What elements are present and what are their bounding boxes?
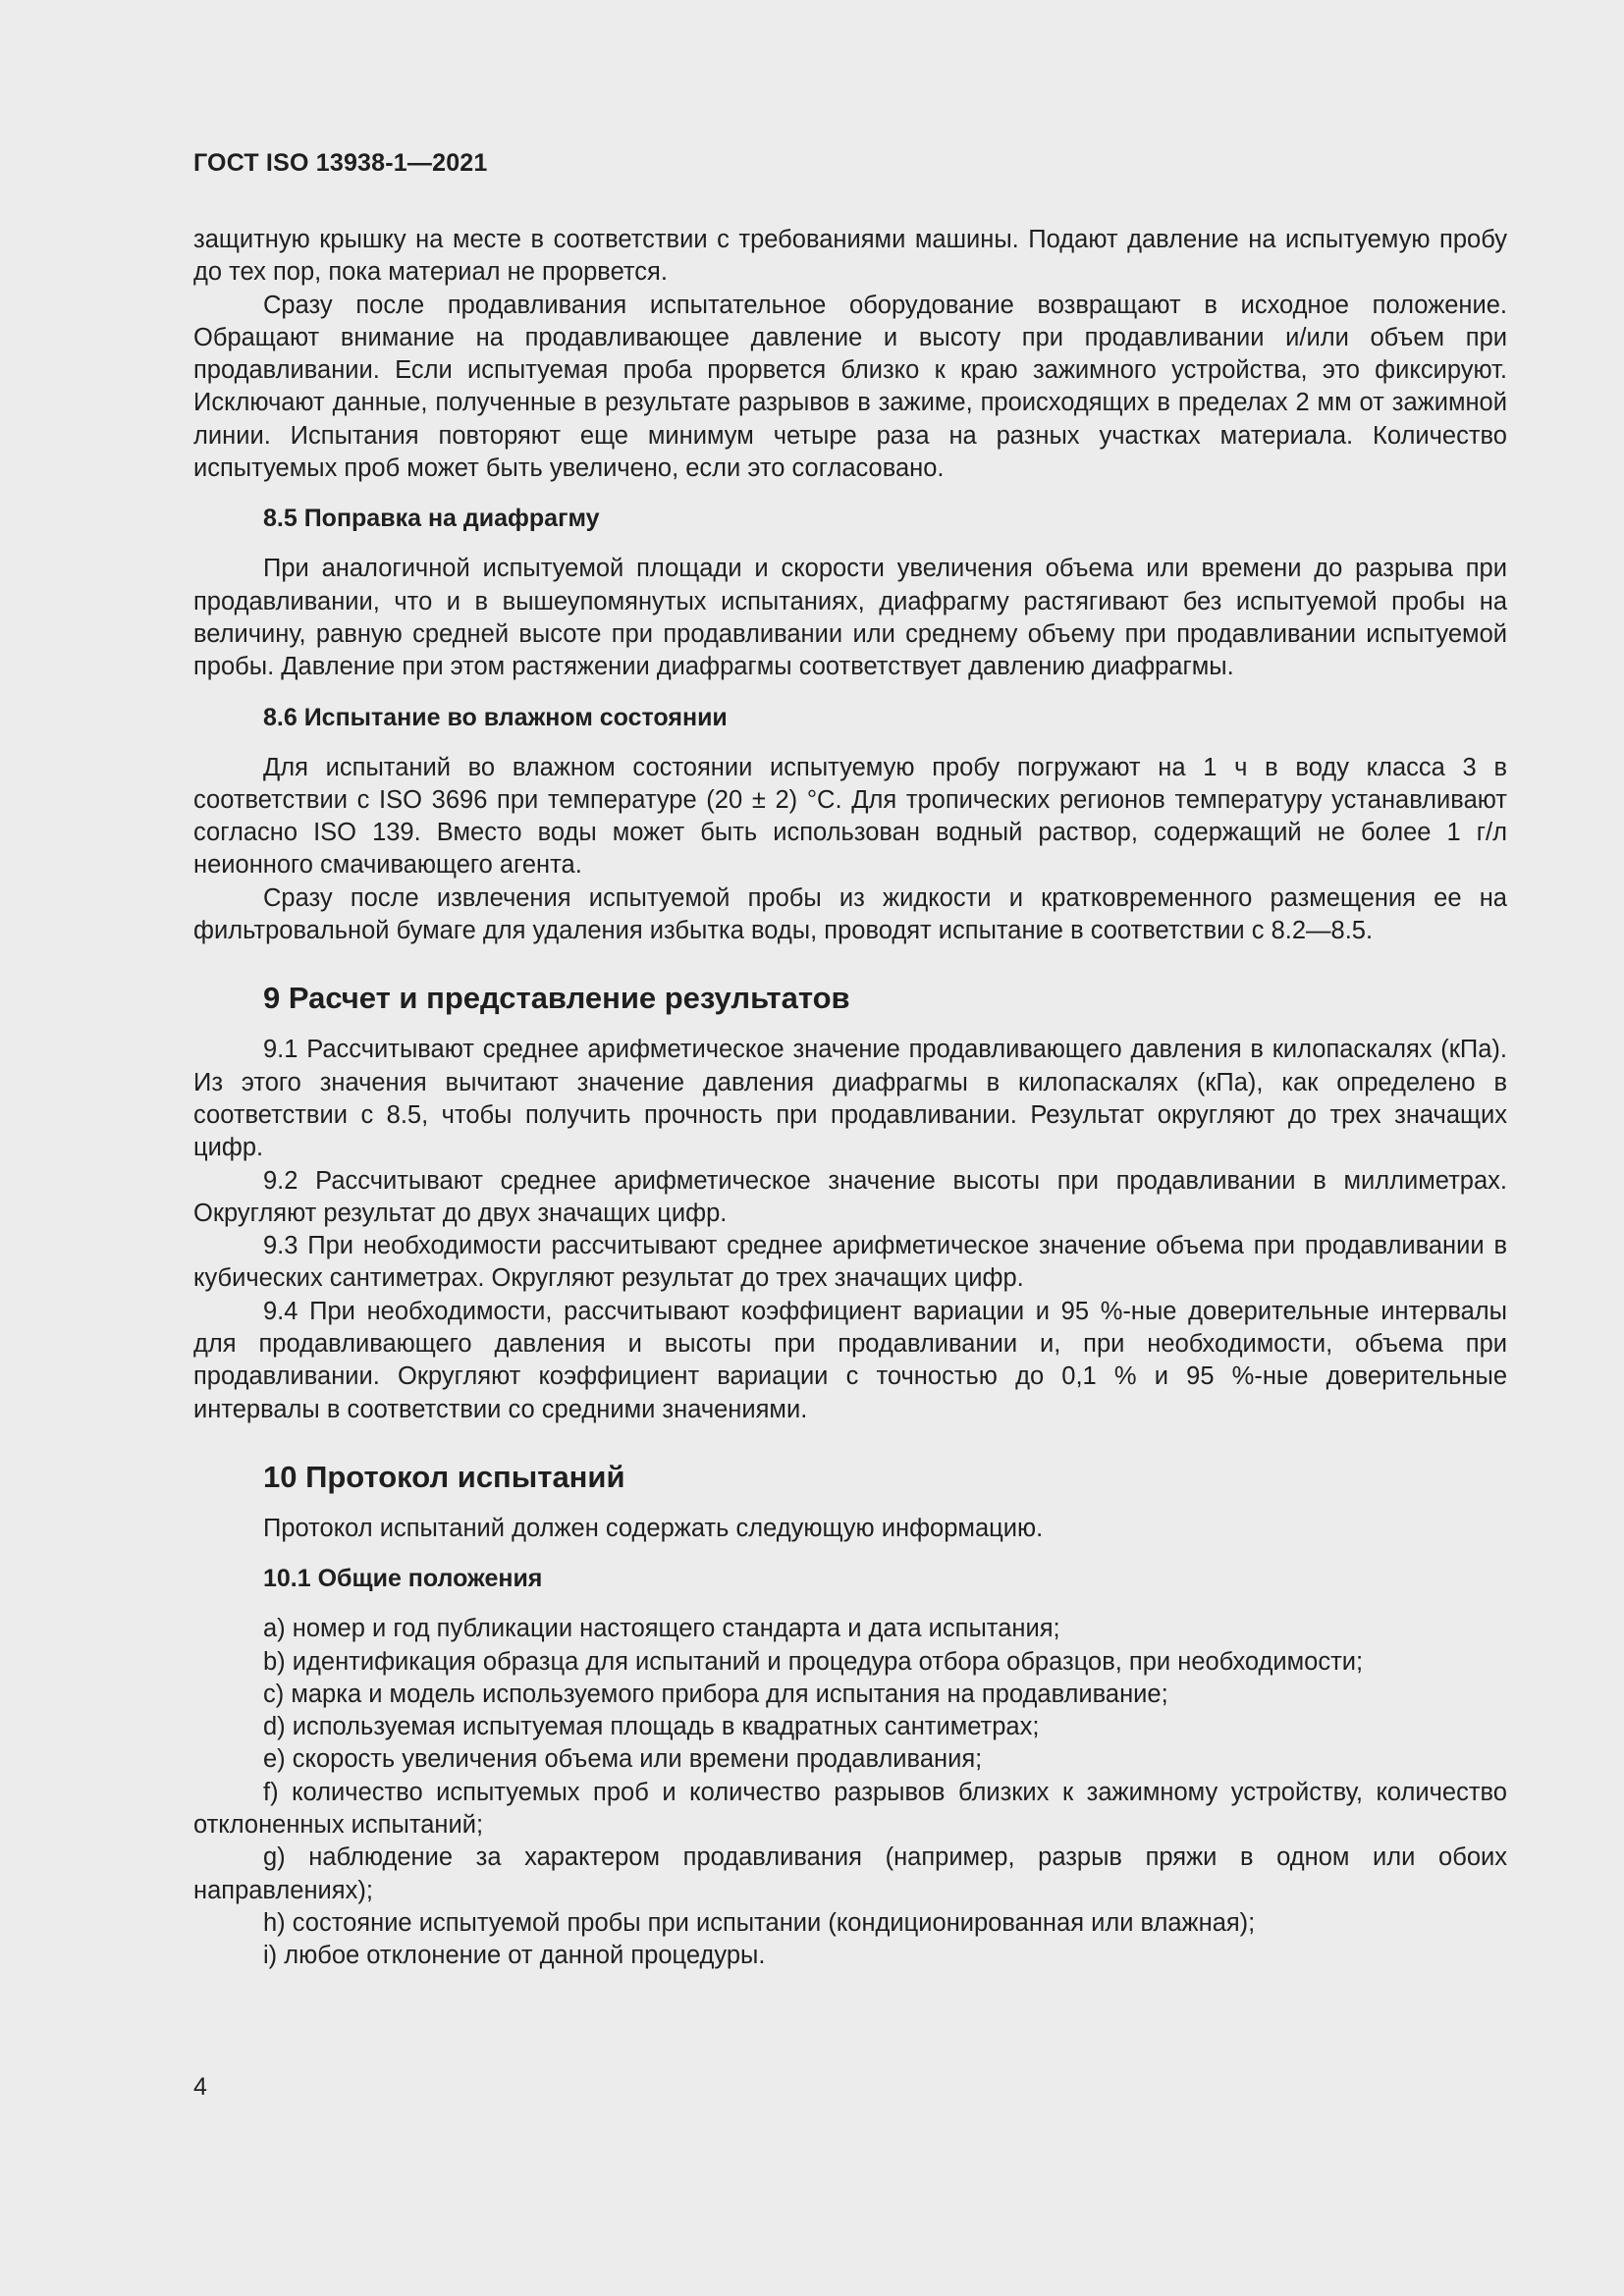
paragraph: 9.2 Рассчитывают среднее арифметическое значение высоты при продавливании в миллиметрах. Округляют результат до двух значащих цифр.	[193, 1166, 1507, 1227]
paragraph: 9.1 Рассчитывают среднее арифметическое значение продавливающего давления в килопаскалях (кПа). Из этого значения вычитают значение давления диафрагмы в килопаскалях (кПа), как определено в соответствии с 8.5, чтобы получить прочность при продавливании. Результат округляют до трех значащих цифр.	[193, 1036, 1507, 1162]
section-heading-8-6: 8.6 Испытание во влажном состоянии	[263, 703, 728, 731]
list-item: e) скорость увеличения объема или времени продавливания;	[263, 1745, 983, 1774]
list-item: h) состояние испытуемой пробы при испытании (кондиционированная или влажная);	[263, 1908, 1256, 1937]
paragraph: Протокол испытаний должен содержать следующую информацию.	[263, 1514, 1044, 1542]
paragraph: Сразу после извлечения испытуемой пробы из жидкости и кратковременного размещения ее на фильтровальной бумаге для удаления избытка воды, проводят испытание в соответствии с 8.2—8.5.	[193, 883, 1507, 945]
list-item: c) марка и модель используемого прибора для испытания на продавливание;	[263, 1680, 1168, 1708]
list-item: f) количество испытуемых проб и количество разрывов близких к зажимному устройству, количество отклоненных испытаний;	[193, 1778, 1507, 1839]
section-heading-9: 9 Расчет и представление результатов	[263, 981, 850, 1016]
section-heading-10-1: 10.1 Общие положения	[263, 1565, 543, 1593]
paragraph: 9.4 При необходимости, рассчитывают коэффициент вариации и 95 %-ные доверительные интервалы для продавливающего давления и высоты при продавливании и, при необходимости, объема при продавливании. Округляют коэффициент вариации с точностью до 0,1 % и 95 %-ные доверительные интервалы в соответствии со средними значениями.	[193, 1297, 1507, 1423]
list-item: g) наблюдение за характером продавливания (например, разрыв пряжи в одном или обоих направлениях);	[193, 1843, 1507, 1904]
list-item: b) идентификация образца для испытаний и процедура отбора образцов, при необходимости;	[263, 1647, 1364, 1676]
paragraph: Для испытаний во влажном состоянии испытуемую пробу погружают на 1 ч в воду класса 3 в соответствии с ISO 3696 при температуре (20 ± 2) °С. Для тропических регионов температуру устанавливают согласно ISO 139. Вместо воды может быть использован водный раствор, содержащий не более 1 г/л неионного смачивающего агента.	[193, 753, 1507, 880]
paragraph: защитную крышку на месте в соответствии с требованиями машины. Подают давление на испытуемую пробу до тех пор, пока материал не прорвется.	[193, 226, 1507, 287]
paragraph: 9.3 При необходимости рассчитывают среднее арифметическое значение объема при продавливании в кубических сантиметрах. Округляют результат до трех значащих цифр.	[193, 1232, 1507, 1293]
page-number: 4	[193, 2073, 207, 2101]
page-content	[193, 224, 1507, 1972]
list-item: a) номер и год публикации настоящего стандарта и дата испытания;	[263, 1615, 1060, 1643]
section-heading-8-5: 8.5 Поправка на диафрагму	[263, 505, 600, 533]
paragraph: Сразу после продавливания испытательное оборудование возвращают в исходное положение. Обращают внимание на продавливающее давление и высоту при продавливании и/или объем при продавливании. Если испытуемая проба прорвется близко к краю зажимного устройства, это фиксируют. Исключают данные, полученные в результате разрывов в зажиме, происходящих в пределах 2 мм от зажимной линии. Испытания повторяют еще минимум четыре раза на разных участках материала. Количество испытуемых проб может быть увеличено, если это согласовано.	[193, 291, 1507, 483]
paragraph: При аналогичной испытуемой площади и скорости увеличения объема или времени до разрыва при продавливании, что и в вышеупомянутых испытаниях, диафрагму растягивают без испытуемой пробы на величину, равную средней высоте при продавливании или среднему объему при продавливании испытуемой пробы. Давление при этом растяжении диафрагмы соответствует давлению диафрагмы.	[193, 555, 1507, 681]
standard-code-header: ГОСТ ISO 13938-1—2021	[193, 149, 488, 177]
list-item: d) используемая испытуемая площадь в квадратных сантиметрах;	[263, 1713, 1040, 1741]
section-heading-10: 10 Протокол испытаний	[263, 1459, 625, 1494]
list-item: i) любое отклонение от данной процедуры.	[263, 1942, 766, 1970]
